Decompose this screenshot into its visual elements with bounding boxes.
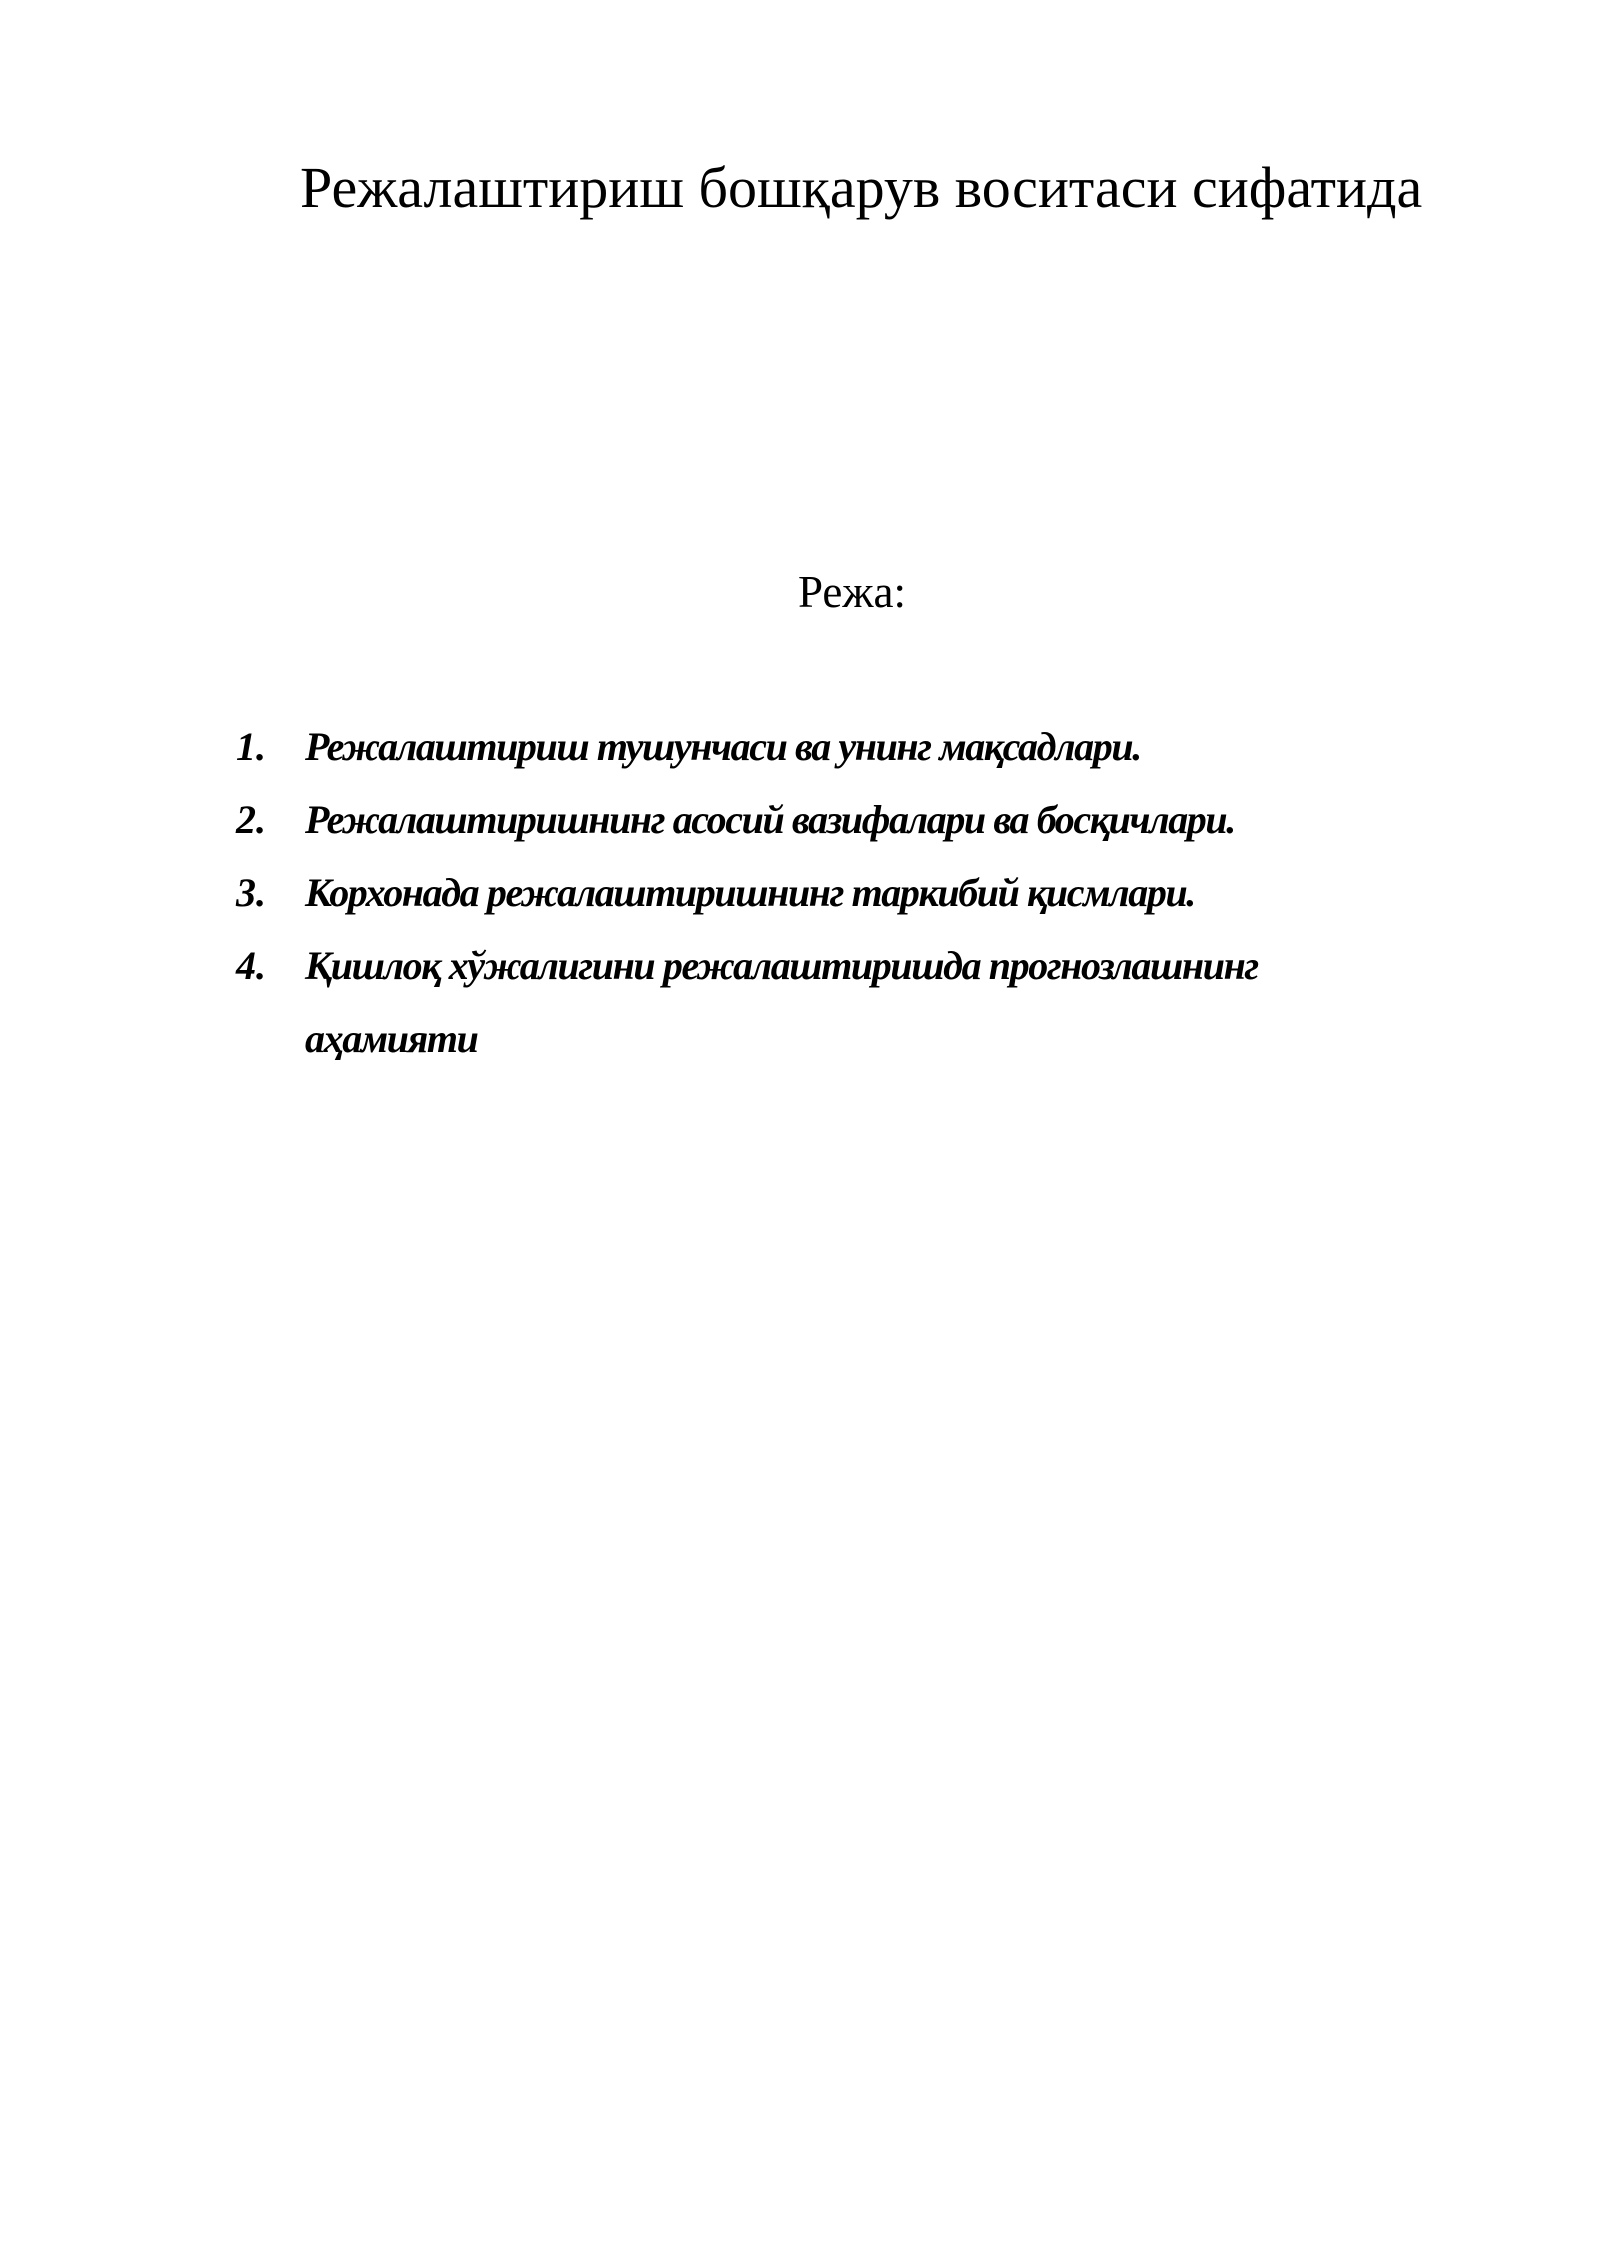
plan-item-2: [0, 783, 1355, 856]
plan-item-text: Режалаштириш тушунчаси ва унинг мақсадлари.: [305, 724, 1141, 769]
plan-list: [0, 710, 1600, 1075]
plan-item-text: Корхонада режалаштиришнинг таркибий қисмлари.: [305, 870, 1195, 915]
plan-item-number: 4.: [236, 943, 266, 988]
plan-item-3: [0, 856, 1355, 929]
plan-item-4: [0, 929, 1355, 1075]
plan-item-text: Қишлоқ хўжалигини режалаштиришда прогнозлашнинг аҳамияти: [305, 943, 1258, 1061]
plan-item-text: Режалаштиришнинг асосий вазифалари ва босқичлари.: [305, 797, 1235, 842]
plan-item-number: 1.: [236, 724, 266, 769]
plan-item-number: 3.: [236, 870, 266, 915]
plan-heading: Режа:: [798, 567, 906, 617]
document-title: Режалаштириш бошқарув воситаси сифатида: [300, 155, 1423, 220]
plan-item-1: [0, 710, 1355, 783]
plan-item-number: 2.: [236, 797, 266, 842]
